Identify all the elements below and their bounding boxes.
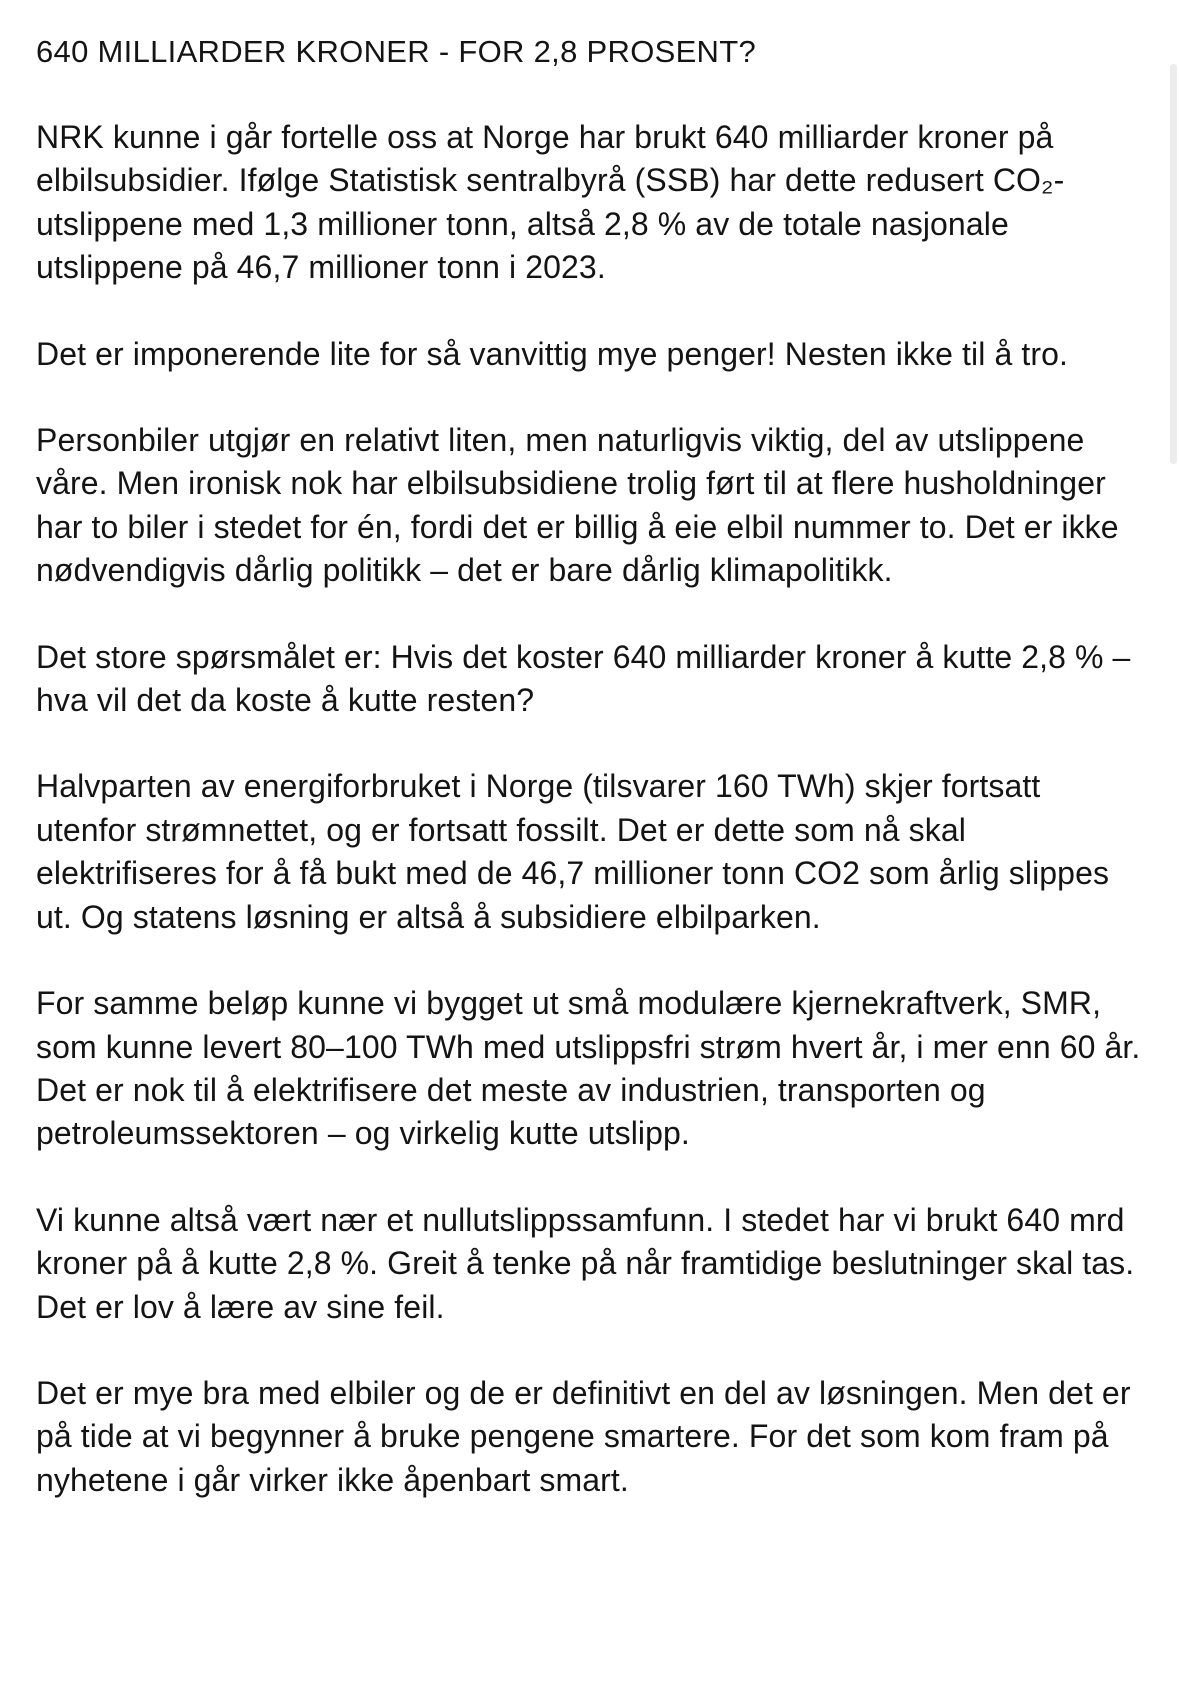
- post-title: 640 MILLIARDER KRONER - FOR 2,8 PROSENT?: [36, 34, 757, 69]
- post-body: [36, 30, 1146, 1502]
- paragraph-7: Vi kunne altså vært nær et nullutslippssamfunn. I stedet har vi brukt 640 mrd kroner på å kutte 2,8 %. Greit å tenke på når framtidige beslutninger skal tas. Det er lov å lære av sine feil.: [36, 1201, 1135, 1325]
- paragraph-6: For samme beløp kunne vi bygget ut små modulære kjernekraftverk, SMR, som kunne levert 80–100 TWh med utslippsfri strøm hvert år, i mer enn 60 år. Det er nok til å elektrifisere det meste av industrien, transporten og petroleumssektoren – og virkelig kutte utslipp.: [36, 985, 1141, 1152]
- paragraph-8: Det er mye bra med elbiler og de er definitivt en del av løsningen. Men det er på tide at vi begynner å bruke pengene smartere. For det som kom fram på nyhetene i går virker ikke åpenbart smart.: [36, 1374, 1131, 1498]
- paragraph-4: Det store spørsmålet er: Hvis det koster 640 milliarder kroner å kutte 2,8 % – hva vil det da koste å kutte resten?: [36, 638, 1131, 719]
- paragraph-5: Halvparten av energiforbruket i Norge (tilsvarer 160 TWh) skjer fortsatt utenfor strømnettet, og er fortsatt fossilt. Det er dette som nå skal elektrifiseres for å få bukt med de 46,7 millioner tonn CO2 som årlig slippes ut. Og statens løsning er altså å subsidiere elbilparken.: [36, 768, 1110, 935]
- paragraph-3: Personbiler utgjør en relativt liten, men naturligvis viktig, del av utslippene våre. Men ironisk nok har elbilsubsidiene trolig ført til at flere husholdninger har to biler i stedet for én, fordi det er billig å eie elbil nummer to. Det er ikke nødvendigvis dårlig politikk – det er bare dårlig klimapolitikk.: [36, 422, 1119, 589]
- paragraph-2: Det er imponerende lite for så vanvittig mye penger! Nesten ikke til å tro.: [36, 335, 1068, 372]
- paragraph-1: NRK kunne i går fortelle oss at Norge har brukt 640 milliarder kroner på elbilsubsidier. Ifølge Statistisk sentralbyrå (SSB) har dette redusert CO₂-utslippene med 1,3 millioner tonn, altså 2,8 % av de totale nasjonale utslippene på 46,7 millioner tonn i 2023.: [36, 119, 1065, 286]
- scrollbar[interactable]: [1170, 64, 1177, 464]
